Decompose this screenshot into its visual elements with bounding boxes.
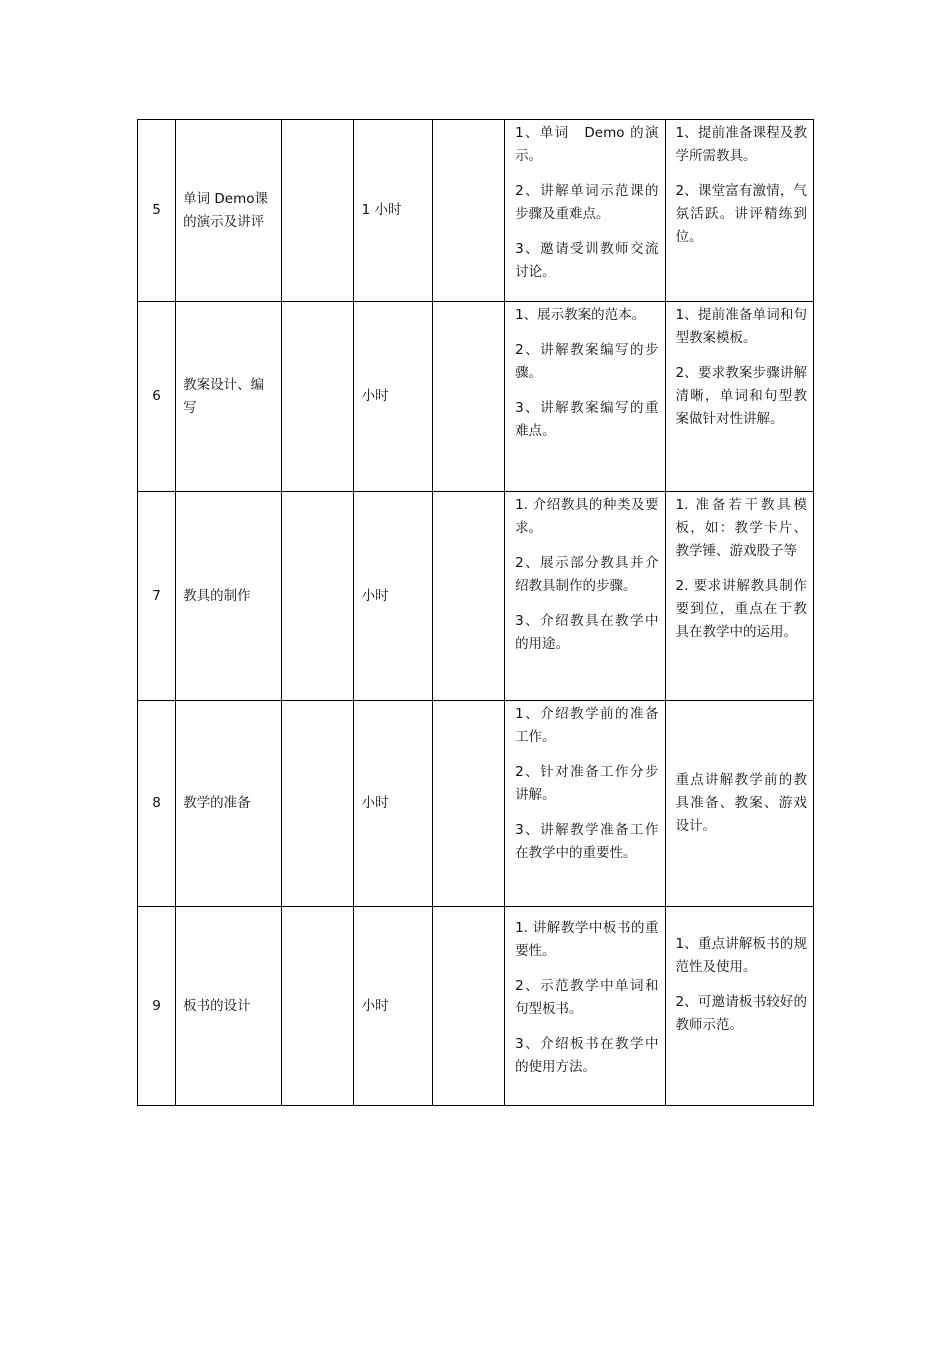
row-topic: 板书的设计 xyxy=(176,907,282,1106)
note-item: 2、课堂富有激情，气氛活跃。讲评精练到位。 xyxy=(675,183,807,245)
content-item: 2、示范教学中单词和句型板书。 xyxy=(515,978,659,1017)
row-number: 8 xyxy=(138,701,176,907)
note-item: 1. 准备若干教具模板，如：教学卡片、教学锤、游戏股子等 xyxy=(675,497,807,559)
note-item: 1、重点讲解板书的规范性及使用。 xyxy=(675,936,807,975)
empty-cell xyxy=(432,701,504,907)
row-number: 6 xyxy=(138,302,176,492)
content-item: 2、展示部分教具并介绍教具制作的步骤。 xyxy=(515,555,659,594)
empty-cell xyxy=(282,907,353,1106)
row-number: 7 xyxy=(138,492,176,701)
row-topic: 教具的制作 xyxy=(176,492,282,701)
row-hours: 小时 xyxy=(353,492,432,701)
content-item: 2、讲解教案编写的步骤。 xyxy=(515,342,659,381)
table-row xyxy=(138,120,814,302)
row-content xyxy=(505,120,665,302)
empty-cell xyxy=(282,701,353,907)
content-item: 3、讲解教学准备工作在教学中的重要性。 xyxy=(515,822,659,861)
row-notes xyxy=(665,492,813,701)
row-notes xyxy=(665,120,813,302)
row-topic: 教学的准备 xyxy=(176,701,282,907)
row-number: 9 xyxy=(138,907,176,1106)
content-item: 1. 讲解教学中板书的重要性。 xyxy=(515,920,659,959)
row-number: 5 xyxy=(138,120,176,302)
row-topic: 单词 Demo课的演示及讲评 xyxy=(176,120,282,302)
content-item: 1、单词 Demo 的演示。 xyxy=(515,125,659,164)
row-hours: 小时 xyxy=(353,701,432,907)
row-hours: 小时 xyxy=(353,302,432,492)
row-hours: 1 小时 xyxy=(353,120,432,302)
row-topic: 教案设计、编写 xyxy=(176,302,282,492)
content-item: 3、介绍教具在教学中的用途。 xyxy=(515,613,659,652)
empty-cell xyxy=(282,492,353,701)
note-item: 2、可邀请板书较好的教师示范。 xyxy=(675,994,807,1033)
note-item: 重点讲解教学前的教具准备、教案、游戏设计。 xyxy=(675,772,807,834)
content-item: 2、针对准备工作分步讲解。 xyxy=(515,764,659,803)
empty-cell xyxy=(432,302,504,492)
note-item: 1、提前准备课程及教学所需教具。 xyxy=(675,125,807,164)
row-content xyxy=(505,907,665,1106)
row-notes xyxy=(665,302,813,492)
content-item: 2、讲解单词示范课的步骤及重难点。 xyxy=(515,183,659,222)
note-item: 1、提前准备单词和句型教案模板。 xyxy=(675,307,807,346)
table-row xyxy=(138,701,814,907)
content-item: 3、介绍板书在教学中的使用方法。 xyxy=(515,1036,659,1075)
table-row xyxy=(138,907,814,1106)
table-row xyxy=(138,302,814,492)
table-row xyxy=(138,492,814,701)
content-item: 1. 介绍教具的种类及要求。 xyxy=(515,497,659,536)
row-hours: 小时 xyxy=(353,907,432,1106)
empty-cell xyxy=(432,120,504,302)
content-item: 3、讲解教案编写的重难点。 xyxy=(515,400,659,439)
content-item: 1、介绍教学前的准备工作。 xyxy=(515,706,659,745)
row-content xyxy=(505,701,665,907)
empty-cell xyxy=(432,907,504,1106)
training-schedule-table xyxy=(137,119,814,1106)
row-notes xyxy=(665,907,813,1106)
note-item: 2、要求教案步骤讲解清晰，单词和句型教案做针对性讲解。 xyxy=(675,365,807,427)
empty-cell xyxy=(282,302,353,492)
row-content xyxy=(505,302,665,492)
row-content xyxy=(505,492,665,701)
empty-cell xyxy=(432,492,504,701)
content-item: 1、展示教案的范本。 xyxy=(515,307,646,323)
row-notes xyxy=(665,701,813,907)
content-item: 3、邀请受训教师交流讨论。 xyxy=(515,241,659,280)
note-item: 2. 要求讲解教具制作要到位，重点在于教具在教学中的运用。 xyxy=(675,578,807,640)
empty-cell xyxy=(282,120,353,302)
